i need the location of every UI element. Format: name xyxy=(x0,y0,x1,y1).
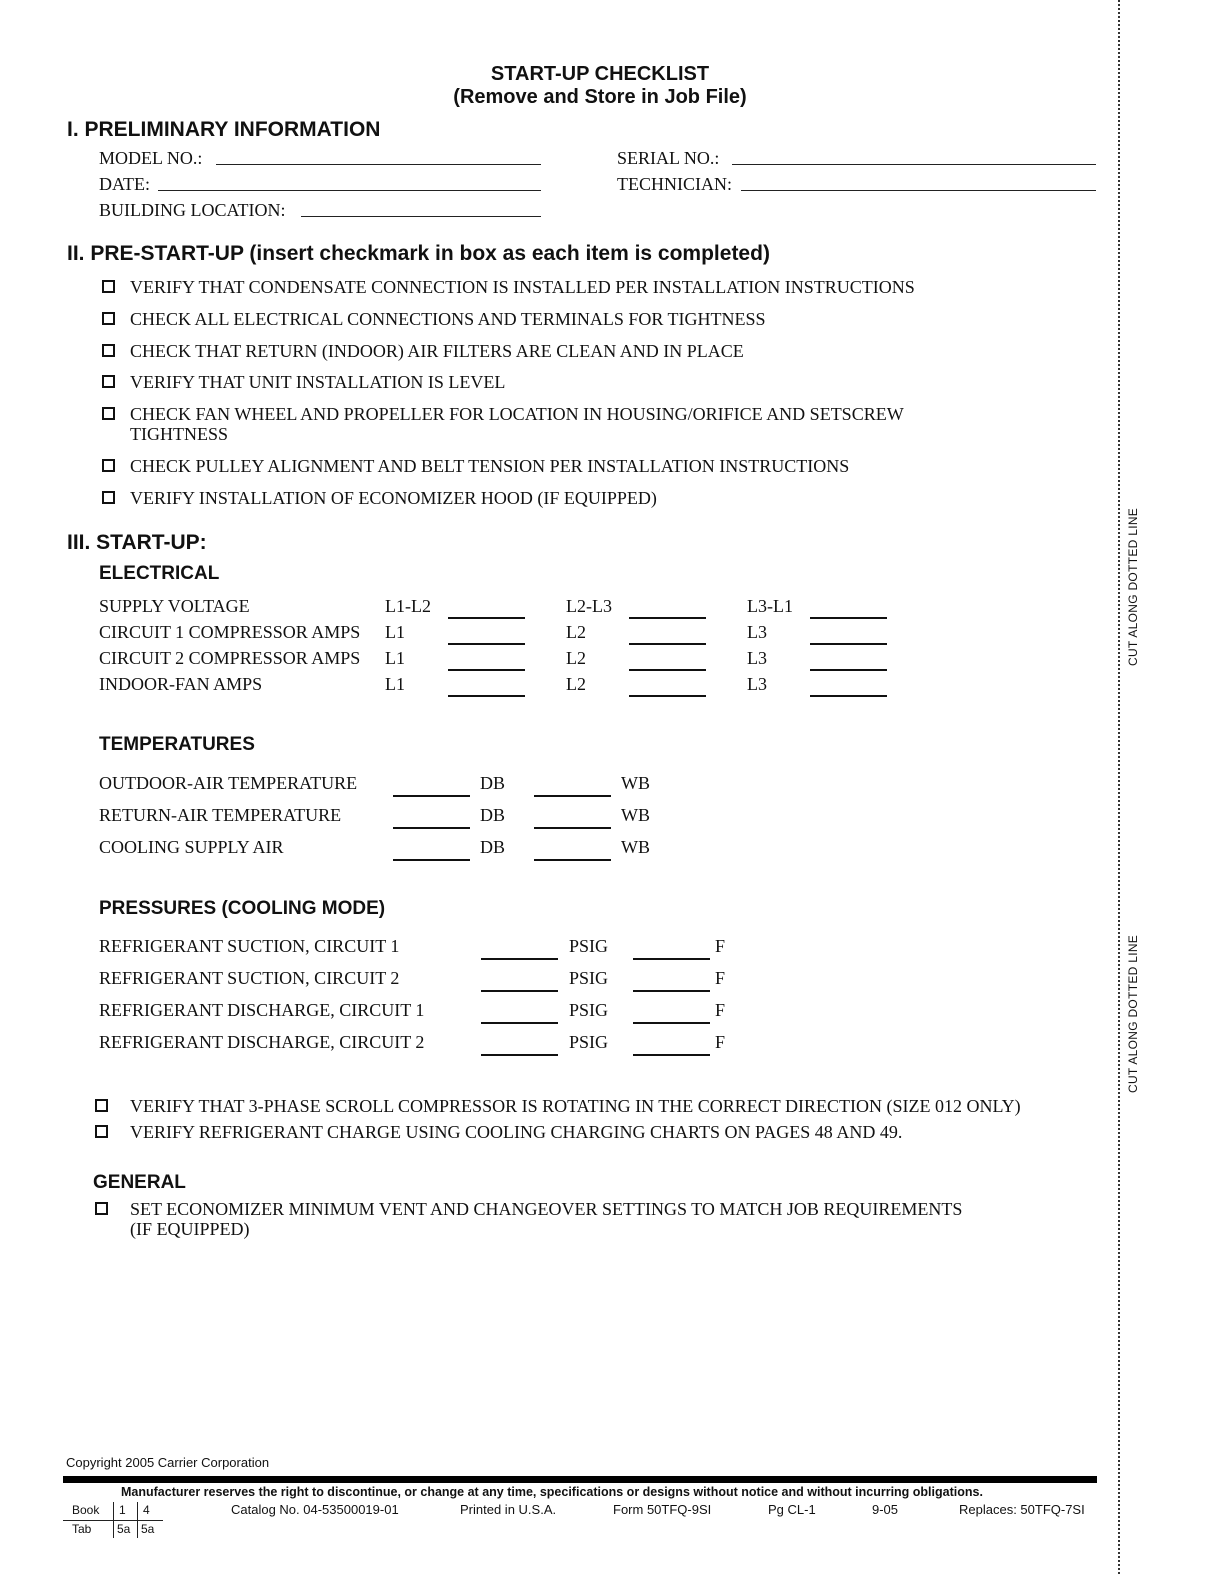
temperature-row-label: COOLING SUPPLY AIR xyxy=(99,837,284,857)
building-location-field[interactable] xyxy=(301,216,541,217)
phase-label: L2-L3 xyxy=(566,596,612,616)
checkbox-unit-level[interactable] xyxy=(102,375,115,388)
issue-date: 9-05 xyxy=(872,1502,899,1517)
checkbox-air-filters[interactable] xyxy=(102,344,115,357)
printed-in: Printed in U.S.A. xyxy=(460,1502,557,1517)
checklist-item: CHECK PULLEY ALIGNMENT AND BELT TENSION PER INSTALLATION INSTRUCTIONS xyxy=(130,456,850,476)
section-prestart-heading: II. PRE-START-UP (insert checkmark in box as each item is completed) xyxy=(67,242,770,265)
book-value-1: 1 xyxy=(119,1503,126,1517)
serial-field[interactable] xyxy=(732,164,1096,165)
discharge-circuit1-psig-field[interactable] xyxy=(481,1022,558,1024)
general-item: SET ECONOMIZER MINIMUM VENT AND CHANGEOVER SETTINGS TO MATCH JOB REQUIREMENTS xyxy=(130,1199,963,1219)
checklist-item: CHECK FAN WHEEL AND PROPELLER FOR LOCATION IN HOUSING/ORIFICE AND SETSCREW xyxy=(130,404,904,424)
general-item-continuation: (IF EQUIPPED) xyxy=(130,1219,250,1239)
cut-label: CUT ALONG DOTTED LINE xyxy=(1126,507,1140,666)
technician-label: TECHNICIAN: xyxy=(617,174,732,194)
checkbox-scroll-rotation[interactable] xyxy=(95,1099,108,1112)
phase-label: L2 xyxy=(566,622,586,642)
page-subtitle: (Remove and Store in Job File) xyxy=(453,86,747,108)
phase-label: L2 xyxy=(566,648,586,668)
page-title: START-UP CHECKLIST xyxy=(490,63,710,85)
phase-label: L3 xyxy=(747,648,767,668)
pressures-heading: PRESSURES (COOLING MODE) xyxy=(99,898,386,919)
psig-unit: PSIG xyxy=(569,936,609,956)
pressure-row-label: REFRIGERANT DISCHARGE, CIRCUIT 2 xyxy=(99,1032,425,1052)
tab-value-2: 5a xyxy=(141,1522,155,1536)
model-field[interactable] xyxy=(216,164,541,165)
verify-item: VERIFY THAT 3-PHASE SCROLL COMPRESSOR IS ROTATING IN THE CORRECT DIRECTION (SIZE 012 ONLY) xyxy=(130,1096,1021,1116)
replaces: Replaces: 50TFQ-7SI xyxy=(959,1502,1085,1517)
checklist-item: VERIFY INSTALLATION OF ECONOMIZER HOOD (IF EQUIPPED) xyxy=(130,488,657,508)
checkbox-refrigerant-charge[interactable] xyxy=(95,1125,108,1138)
f-unit: F xyxy=(715,1000,726,1020)
checklist-item-continuation: TIGHTNESS xyxy=(130,424,228,444)
book-tab-table xyxy=(63,1502,163,1538)
pressure-row-label: REFRIGERANT SUCTION, CIRCUIT 1 xyxy=(99,936,400,956)
db-unit: DB xyxy=(480,773,506,793)
temperatures-heading: TEMPERATURES xyxy=(99,734,255,755)
checkbox-economizer-settings[interactable] xyxy=(95,1202,108,1215)
supply-voltage-l1l2-field[interactable] xyxy=(448,617,525,619)
suction-circuit1-psig-field[interactable] xyxy=(481,958,558,960)
supply-voltage-l2l3-field[interactable] xyxy=(629,617,706,619)
form-number: Form 50TFQ-9SI xyxy=(613,1502,712,1517)
copyright: Copyright 2005 Carrier Corporation xyxy=(66,1455,270,1470)
catalog-number: Catalog No. 04-53500019-01 xyxy=(231,1502,399,1517)
checkbox-economizer-hood[interactable] xyxy=(102,491,115,504)
serial-label: SERIAL NO.: xyxy=(617,148,720,168)
wb-unit: WB xyxy=(621,805,650,825)
f-unit: F xyxy=(715,936,726,956)
outdoor-air-db-field[interactable] xyxy=(393,795,470,797)
suction-circuit2-psig-field[interactable] xyxy=(481,990,558,992)
section-preliminary-heading: I. PRELIMINARY INFORMATION xyxy=(67,118,381,141)
phase-label: L3-L1 xyxy=(747,596,793,616)
circuit1-amps-l3-field[interactable] xyxy=(810,643,887,645)
checklist-item: VERIFY THAT UNIT INSTALLATION IS LEVEL xyxy=(130,372,506,392)
cut-dotted-line xyxy=(1118,0,1120,1574)
book-label: Book xyxy=(72,1503,100,1517)
tab-value-1: 5a xyxy=(117,1522,131,1536)
electrical-row-label: INDOOR-FAN AMPS xyxy=(99,674,263,694)
general-heading: GENERAL xyxy=(93,1172,186,1193)
circuit1-amps-l1-field[interactable] xyxy=(448,643,525,645)
date-field[interactable] xyxy=(158,190,541,191)
electrical-row-label: SUPPLY VOLTAGE xyxy=(99,596,250,616)
phase-label: L3 xyxy=(747,674,767,694)
temperature-row-label: RETURN-AIR TEMPERATURE xyxy=(99,805,342,825)
phase-label: L1 xyxy=(385,648,405,668)
f-unit: F xyxy=(715,1032,726,1052)
discharge-circuit2-f-field[interactable] xyxy=(633,1054,710,1056)
cooling-supply-db-field[interactable] xyxy=(393,859,470,861)
discharge-circuit1-f-field[interactable] xyxy=(633,1022,710,1024)
phase-label: L1-L2 xyxy=(385,596,431,616)
discharge-circuit2-psig-field[interactable] xyxy=(481,1054,558,1056)
phase-label: L3 xyxy=(747,622,767,642)
db-unit: DB xyxy=(480,805,506,825)
supply-voltage-l3l1-field[interactable] xyxy=(810,617,887,619)
return-air-db-field[interactable] xyxy=(393,827,470,829)
indoor-fan-amps-l1-field[interactable] xyxy=(448,695,525,697)
checkbox-pulley-alignment[interactable] xyxy=(102,459,115,472)
disclaimer: Manufacturer reserves the right to discontinue, or change at any time, specifications or designs without notice and without incurring obligations. xyxy=(121,1485,983,1499)
psig-unit: PSIG xyxy=(569,1032,609,1052)
model-label: MODEL NO.: xyxy=(99,148,203,168)
footer-rule xyxy=(63,1476,1097,1483)
checklist-item: CHECK ALL ELECTRICAL CONNECTIONS AND TERMINALS FOR TIGHTNESS xyxy=(130,309,766,329)
electrical-row-label: CIRCUIT 2 COMPRESSOR AMPS xyxy=(99,648,361,668)
f-unit: F xyxy=(715,968,726,988)
verify-item: VERIFY REFRIGERANT CHARGE USING COOLING CHARGING CHARTS ON PAGES 48 AND 49. xyxy=(130,1122,903,1142)
temperature-row-label: OUTDOOR-AIR TEMPERATURE xyxy=(99,773,358,793)
wb-unit: WB xyxy=(621,773,650,793)
circuit2-amps-l1-field[interactable] xyxy=(448,669,525,671)
checklist-item: CHECK THAT RETURN (INDOOR) AIR FILTERS ARE CLEAN AND IN PLACE xyxy=(130,341,744,361)
suction-circuit2-f-field[interactable] xyxy=(633,990,710,992)
phase-label: L1 xyxy=(385,622,405,642)
suction-circuit1-f-field[interactable] xyxy=(633,958,710,960)
phase-label: L2 xyxy=(566,674,586,694)
outdoor-air-wb-field[interactable] xyxy=(534,795,611,797)
circuit2-amps-l2-field[interactable] xyxy=(629,669,706,671)
cut-label: CUT ALONG DOTTED LINE xyxy=(1126,934,1140,1093)
page-number: Pg CL-1 xyxy=(768,1502,816,1517)
wb-unit: WB xyxy=(621,837,650,857)
electrical-heading: ELECTRICAL xyxy=(99,563,220,584)
checkbox-fan-wheel[interactable] xyxy=(102,407,115,420)
book-value-2: 4 xyxy=(143,1503,150,1517)
cooling-supply-wb-field[interactable] xyxy=(534,859,611,861)
date-label: DATE: xyxy=(99,174,150,194)
db-unit: DB xyxy=(480,837,506,857)
indoor-fan-amps-l2-field[interactable] xyxy=(629,695,706,697)
circuit2-amps-l3-field[interactable] xyxy=(810,669,887,671)
electrical-row-label: CIRCUIT 1 COMPRESSOR AMPS xyxy=(99,622,361,642)
return-air-wb-field[interactable] xyxy=(534,827,611,829)
psig-unit: PSIG xyxy=(569,968,609,988)
building-location-label: BUILDING LOCATION: xyxy=(99,200,286,220)
checklist-item: VERIFY THAT CONDENSATE CONNECTION IS INSTALLED PER INSTALLATION INSTRUCTIONS xyxy=(130,277,915,297)
psig-unit: PSIG xyxy=(569,1000,609,1020)
circuit1-amps-l2-field[interactable] xyxy=(629,643,706,645)
phase-label: L1 xyxy=(385,674,405,694)
tab-label: Tab xyxy=(72,1522,92,1536)
indoor-fan-amps-l3-field[interactable] xyxy=(810,695,887,697)
technician-field[interactable] xyxy=(741,190,1096,191)
pressure-row-label: REFRIGERANT SUCTION, CIRCUIT 2 xyxy=(99,968,400,988)
checkbox-electrical-connections[interactable] xyxy=(102,312,115,325)
checkbox-condensate[interactable] xyxy=(102,280,115,293)
section-startup-heading: III. START-UP: xyxy=(67,531,207,554)
pressure-row-label: REFRIGERANT DISCHARGE, CIRCUIT 1 xyxy=(99,1000,425,1020)
